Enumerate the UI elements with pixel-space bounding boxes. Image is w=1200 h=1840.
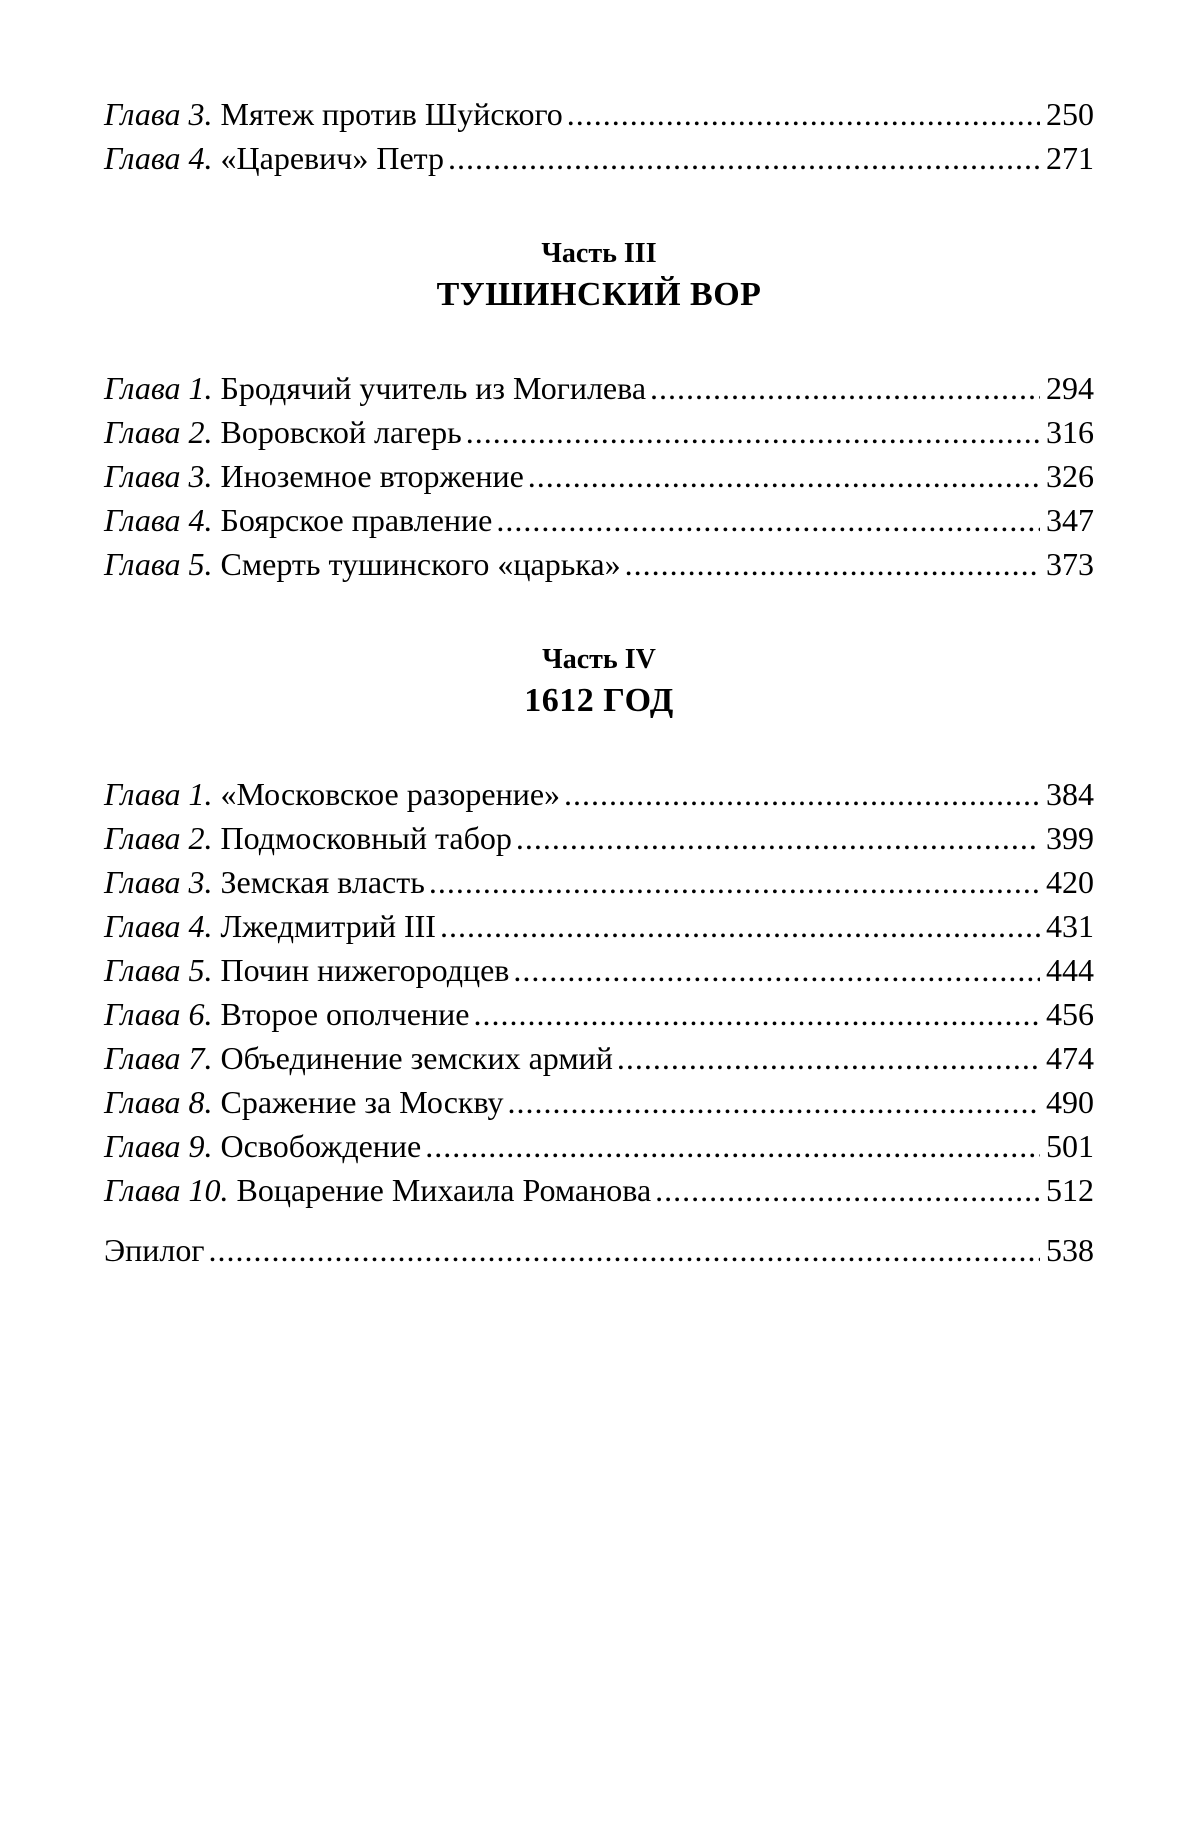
chapter-title: «Московское разорение» bbox=[220, 776, 561, 812]
chapter-number: Глава 3. bbox=[104, 458, 213, 494]
dot-leader bbox=[625, 542, 1040, 586]
chapter-number: Глава 8. bbox=[104, 1084, 213, 1120]
toc-entry-epilogue bbox=[104, 1228, 1094, 1272]
chapter-title: Смерть тушинского «царька» bbox=[220, 546, 621, 582]
chapter-number: Глава 4. bbox=[104, 140, 213, 176]
chapter-title: Почин нижегородцев bbox=[220, 952, 510, 988]
chapter-number: Глава 3. bbox=[104, 864, 213, 900]
page-number: 271 bbox=[1046, 140, 1094, 176]
page-number: 431 bbox=[1046, 908, 1094, 944]
chapter-title: Освобождение bbox=[220, 1128, 422, 1164]
page-number: 512 bbox=[1046, 1172, 1094, 1208]
toc-entry bbox=[104, 860, 1094, 904]
toc-entry bbox=[104, 92, 1094, 136]
chapter-title: Земская власть bbox=[220, 864, 425, 900]
page-number: 490 bbox=[1046, 1084, 1094, 1120]
page-number: 384 bbox=[1046, 776, 1094, 812]
dot-leader bbox=[448, 136, 1040, 180]
toc-entry bbox=[104, 1124, 1094, 1168]
toc-entry bbox=[104, 1168, 1094, 1212]
chapter-number: Глава 4. bbox=[104, 502, 213, 538]
part-number: Часть IV bbox=[542, 644, 656, 675]
chapter-title: Воцарение Михаила Романова bbox=[236, 1172, 652, 1208]
part-title: 1612 ГОД bbox=[524, 682, 674, 719]
chapter-title: Мятеж против Шуйского bbox=[220, 96, 563, 132]
page-number: 326 bbox=[1046, 458, 1094, 494]
toc-entry bbox=[104, 1036, 1094, 1080]
page-number: 538 bbox=[1046, 1232, 1094, 1268]
toc-entry bbox=[104, 454, 1094, 498]
chapter-number: Глава 2. bbox=[104, 414, 213, 450]
page-number: 474 bbox=[1046, 1040, 1094, 1076]
toc-entries-top bbox=[104, 92, 1094, 180]
toc-entry bbox=[104, 542, 1094, 586]
chapter-title: Лжедмитрий III bbox=[220, 908, 436, 944]
page-number: 294 bbox=[1046, 370, 1094, 406]
dot-leader bbox=[617, 1036, 1040, 1080]
dot-leader bbox=[425, 1124, 1040, 1168]
epilogue-title: Эпилог bbox=[104, 1232, 205, 1268]
page-number: 250 bbox=[1046, 96, 1094, 132]
chapter-title: Бродячий учитель из Могилева bbox=[220, 370, 647, 406]
dot-leader bbox=[440, 904, 1040, 948]
chapter-number: Глава 1. bbox=[104, 776, 213, 812]
chapter-number: Глава 9. bbox=[104, 1128, 213, 1164]
dot-leader bbox=[567, 92, 1040, 136]
page-number: 399 bbox=[1046, 820, 1094, 856]
chapter-title: Сражение за Москву bbox=[220, 1084, 504, 1120]
chapter-number: Глава 10. bbox=[104, 1172, 229, 1208]
toc-entry bbox=[104, 136, 1094, 180]
toc-entry bbox=[104, 992, 1094, 1036]
dot-leader bbox=[650, 366, 1040, 410]
toc-entries-part3 bbox=[104, 366, 1094, 586]
dot-leader bbox=[473, 992, 1040, 1036]
dot-leader bbox=[496, 498, 1040, 542]
part-header bbox=[104, 642, 1094, 724]
toc-entry bbox=[104, 816, 1094, 860]
dot-leader bbox=[516, 816, 1040, 860]
toc-entry bbox=[104, 948, 1094, 992]
chapter-number: Глава 7. bbox=[104, 1040, 213, 1076]
toc-entries-part4 bbox=[104, 772, 1094, 1212]
page-number: 501 bbox=[1046, 1128, 1094, 1164]
dot-leader bbox=[507, 1080, 1040, 1124]
toc-entry bbox=[104, 772, 1094, 816]
page-number: 373 bbox=[1046, 546, 1094, 582]
chapter-title: Иноземное вторжение bbox=[220, 458, 524, 494]
page-number: 444 bbox=[1046, 952, 1094, 988]
page-number: 347 bbox=[1046, 502, 1094, 538]
chapter-number: Глава 5. bbox=[104, 952, 213, 988]
chapter-title: Подмосковный табор bbox=[220, 820, 512, 856]
dot-leader bbox=[208, 1228, 1040, 1272]
dot-leader bbox=[466, 410, 1040, 454]
dot-leader bbox=[429, 860, 1040, 904]
chapter-title: «Царевич» Петр bbox=[220, 140, 445, 176]
chapter-number: Глава 1. bbox=[104, 370, 213, 406]
chapter-number: Глава 4. bbox=[104, 908, 213, 944]
dot-leader bbox=[564, 772, 1040, 816]
chapter-number: Глава 5. bbox=[104, 546, 213, 582]
toc-entry bbox=[104, 904, 1094, 948]
dot-leader bbox=[513, 948, 1040, 992]
page-number: 316 bbox=[1046, 414, 1094, 450]
chapter-title: Воровской лагерь bbox=[220, 414, 462, 450]
part-number: Часть III bbox=[541, 238, 657, 269]
toc-entry bbox=[104, 1080, 1094, 1124]
chapter-title: Объединение земских армий bbox=[220, 1040, 613, 1076]
dot-leader bbox=[528, 454, 1040, 498]
toc-entry bbox=[104, 498, 1094, 542]
toc-entry bbox=[104, 366, 1094, 410]
dot-leader bbox=[655, 1168, 1040, 1212]
part-header bbox=[104, 236, 1094, 318]
chapter-number: Глава 2. bbox=[104, 820, 213, 856]
chapter-number: Глава 6. bbox=[104, 996, 213, 1032]
page-number: 456 bbox=[1046, 996, 1094, 1032]
chapter-title: Боярское правление bbox=[220, 502, 493, 538]
part-title: ТУШИНСКИЙ ВОР bbox=[436, 276, 762, 313]
toc-entry bbox=[104, 410, 1094, 454]
chapter-title: Второе ополчение bbox=[220, 996, 470, 1032]
page-number: 420 bbox=[1046, 864, 1094, 900]
table-of-contents bbox=[104, 92, 1094, 1272]
chapter-number: Глава 3. bbox=[104, 96, 213, 132]
